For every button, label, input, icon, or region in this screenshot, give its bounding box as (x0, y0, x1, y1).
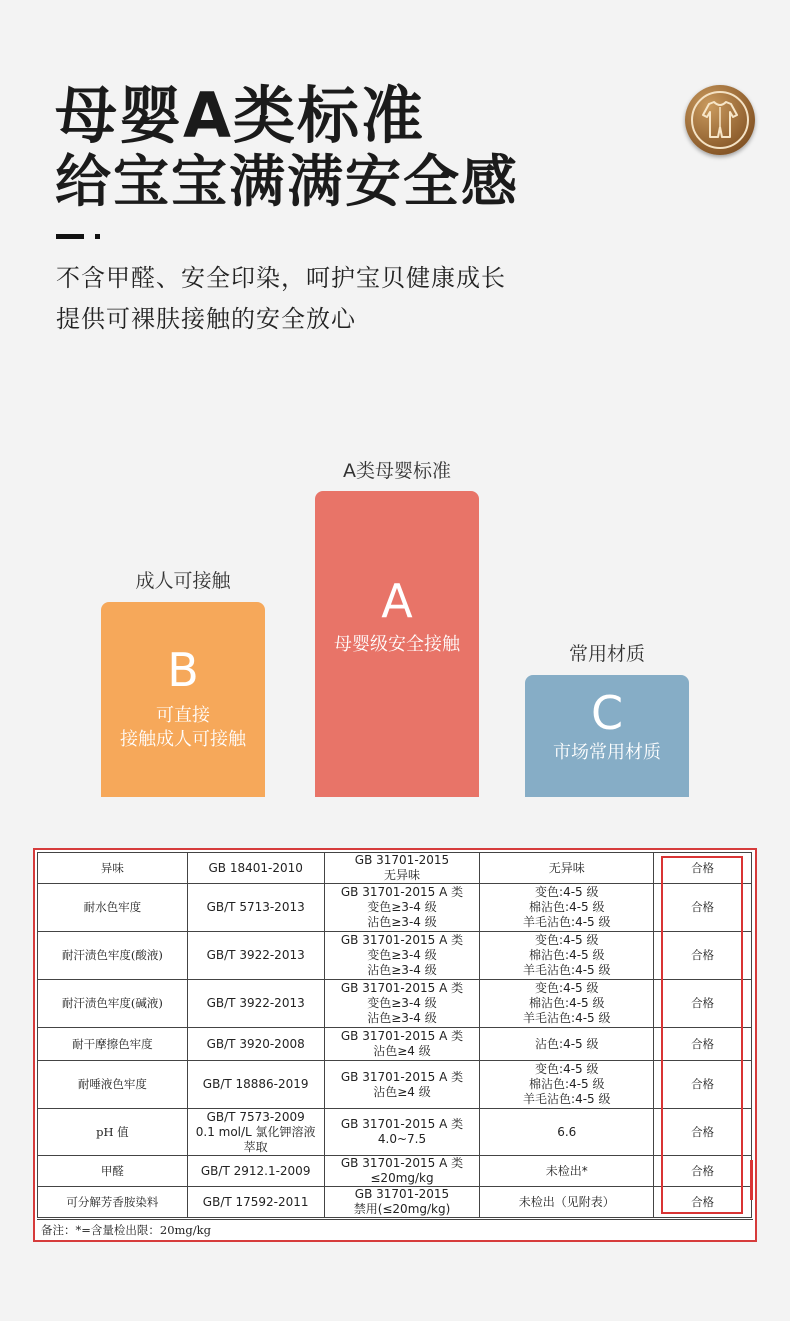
method-cell: GB/T 2912.1-2009 (187, 1156, 324, 1187)
result-cell-line: 棉沾色:4-5 级 (529, 900, 605, 914)
item-cell: 耐水色牢度 (38, 884, 188, 932)
table-row (38, 1187, 752, 1218)
requirement-cell-line: 变色≥3-4 级 (367, 948, 437, 962)
requirement-cell-line: 沾色≥4 级 (373, 1084, 431, 1099)
grade-b-card (101, 602, 265, 797)
requirement-cell-line: GB 31701-2015 A 类 (340, 885, 464, 899)
table-row (38, 853, 752, 884)
divider-dot (95, 234, 100, 239)
result-cell (480, 853, 654, 884)
verdict-cell: 合格 (654, 932, 752, 980)
grade-a-letter: A (381, 574, 413, 628)
requirement-cell-line: GB 31701-2015 A 类 (340, 1117, 464, 1131)
verdict-cell: 合格 (654, 853, 752, 884)
result-cell (480, 1028, 654, 1061)
report-note-divider (37, 1219, 753, 1220)
requirement-cell-line: GB 31701-2015 A 类 (340, 1156, 464, 1170)
grade-b-desc-1: 可直接 (156, 705, 210, 726)
item-cell: 耐干摩擦色牢度 (38, 1028, 188, 1061)
table-row (38, 980, 752, 1028)
item-cell: 耐汗渍色牢度(碱液) (38, 980, 188, 1028)
grade-b-desc-2: 接触成人可接触 (120, 729, 246, 750)
grade-a-desc: 母婴级安全接触 (334, 634, 460, 655)
requirement-cell-line: GB 31701-2015 (354, 853, 450, 867)
requirement-cell-line: 沾色≥3-4 级 (367, 1011, 437, 1025)
grade-c-letter: C (590, 686, 624, 740)
result-cell (480, 1187, 654, 1218)
requirement-cell (324, 1109, 480, 1156)
result-cell-line: 羊毛沾色:4-5 级 (523, 915, 611, 929)
item-cell: 耐唾液色牢度 (38, 1061, 188, 1109)
result-cell-line: 羊毛沾色:4-5 级 (523, 1092, 611, 1106)
result-cell (480, 884, 654, 932)
caption-a: A类母婴标准 (343, 460, 451, 482)
table-row (38, 1156, 752, 1187)
requirement-cell-line: GB 31701-2015 A 类 (340, 981, 464, 995)
verdict-cell: 合格 (654, 1061, 752, 1109)
table-row (38, 1109, 752, 1156)
result-cell-line: 棉沾色:4-5 级 (529, 1077, 605, 1091)
requirement-cell (324, 1028, 480, 1061)
requirement-cell (324, 980, 480, 1028)
description-line-2: 提供可裸肤接触的安全放心 (56, 305, 356, 333)
method-cell: GB/T 3920-2008 (187, 1028, 324, 1061)
table-row (38, 932, 752, 980)
result-cell (480, 1109, 654, 1156)
requirement-cell-line: 无异味 (383, 868, 420, 882)
table-row (38, 884, 752, 932)
edge-mark (750, 1160, 753, 1200)
result-cell-line: 无异味 (548, 860, 585, 875)
method-cell: GB/T 5713-2013 (187, 884, 324, 932)
requirement-cell-line: 沾色≥3-4 级 (367, 915, 437, 929)
verdict-cell: 合格 (654, 884, 752, 932)
requirement-cell-line: GB 31701-2015 (354, 1187, 450, 1201)
method-cell: GB/T 3922-2013 (187, 932, 324, 980)
grade-a-card (315, 491, 479, 797)
result-cell-line: 未检出（见附表） (518, 1194, 615, 1209)
page-title: 母婴A类标准 (55, 79, 425, 152)
result-cell-line: 变色:4-5 级 (535, 933, 599, 947)
requirement-cell (324, 1156, 480, 1187)
result-cell (480, 1156, 654, 1187)
requirement-cell-line: 变色≥3-4 级 (367, 900, 437, 914)
table-row (38, 1028, 752, 1061)
method-cell: GB/T 17592-2011 (187, 1187, 324, 1218)
grade-c-card (525, 675, 689, 797)
test-report (33, 848, 757, 1242)
requirement-cell-line: 沾色≥4 级 (373, 1044, 431, 1058)
result-cell (480, 932, 654, 980)
verdict-cell: 合格 (654, 1187, 752, 1218)
result-cell-line: 羊毛沾色:4-5 级 (523, 963, 611, 977)
brand-badge (685, 85, 755, 155)
verdict-cell: 合格 (654, 1156, 752, 1187)
result-cell-line: 沾色:4-5 级 (535, 1036, 599, 1051)
item-cell: 可分解芳香胺染料 (38, 1187, 188, 1218)
method-cell: GB 18401-2010 (187, 853, 324, 884)
requirement-cell (324, 884, 480, 932)
requirement-cell-line: GB 31701-2015 A 类 (340, 1069, 464, 1084)
requirement-cell-line: ≤20mg/kg (370, 1171, 434, 1185)
method-cell-line: GB/T 7573-2009 (206, 1109, 305, 1124)
item-cell: 甲醛 (38, 1156, 188, 1187)
result-cell-line: 棉沾色:4-5 级 (529, 996, 605, 1010)
verdict-highlight-box (661, 856, 743, 1214)
requirement-cell (324, 853, 480, 884)
result-cell-line: 棉沾色:4-5 级 (529, 948, 605, 962)
verdict-cell: 合格 (654, 1109, 752, 1156)
requirement-cell-line: 沾色≥3-4 级 (367, 963, 437, 977)
item-cell: 耐汗渍色牢度(酸液) (38, 932, 188, 980)
item-cell: pH 值 (38, 1109, 188, 1156)
requirement-cell-line: 禁用(≤20mg/kg) (353, 1202, 451, 1216)
item-cell: 异味 (38, 853, 188, 884)
table-row (38, 1061, 752, 1109)
result-cell-line: 羊毛沾色:4-5 级 (523, 1011, 611, 1025)
method-cell-line: 0.1 mol/L 氯化钾溶液 (195, 1124, 316, 1139)
grade-c-desc: 市场常用材质 (553, 742, 661, 763)
method-cell: GB/T 3922-2013 (187, 980, 324, 1028)
result-cell (480, 980, 654, 1028)
divider-dash (56, 234, 84, 239)
requirement-cell-line: 4.0~7.5 (377, 1132, 427, 1146)
baby-romper-icon (700, 99, 740, 141)
requirement-cell (324, 932, 480, 980)
requirement-cell-line: 变色≥3-4 级 (367, 996, 437, 1010)
requirement-cell (324, 1187, 480, 1218)
report-note: 备注：*=含量检出限：20mg/kg (41, 1223, 211, 1237)
method-cell: GB/T 18886-2019 (187, 1061, 324, 1109)
requirement-cell-line: GB 31701-2015 A 类 (340, 1029, 464, 1043)
caption-c: 常用材质 (568, 643, 645, 665)
result-cell (480, 1061, 654, 1109)
method-cell-line: 萃取 (243, 1139, 268, 1154)
result-cell-line: 未检出* (545, 1163, 588, 1178)
method-cell (187, 1109, 324, 1156)
grade-b-letter: B (167, 643, 199, 697)
description-line-1: 不含甲醛、安全印染，呵护宝贝健康成长 (56, 264, 506, 292)
result-cell-line: 变色:4-5 级 (535, 981, 599, 995)
verdict-cell: 合格 (654, 1028, 752, 1061)
result-cell-line: 变色:4-5 级 (535, 1062, 599, 1076)
caption-b: 成人可接触 (135, 570, 231, 592)
result-cell-line: 6.6 (557, 1124, 577, 1139)
report-table (37, 852, 752, 1218)
requirement-cell (324, 1061, 480, 1109)
verdict-cell: 合格 (654, 980, 752, 1028)
page-subtitle: 给宝宝满满安全感 (55, 150, 519, 215)
requirement-cell-line: GB 31701-2015 A 类 (340, 933, 464, 947)
result-cell-line: 变色:4-5 级 (535, 885, 599, 899)
